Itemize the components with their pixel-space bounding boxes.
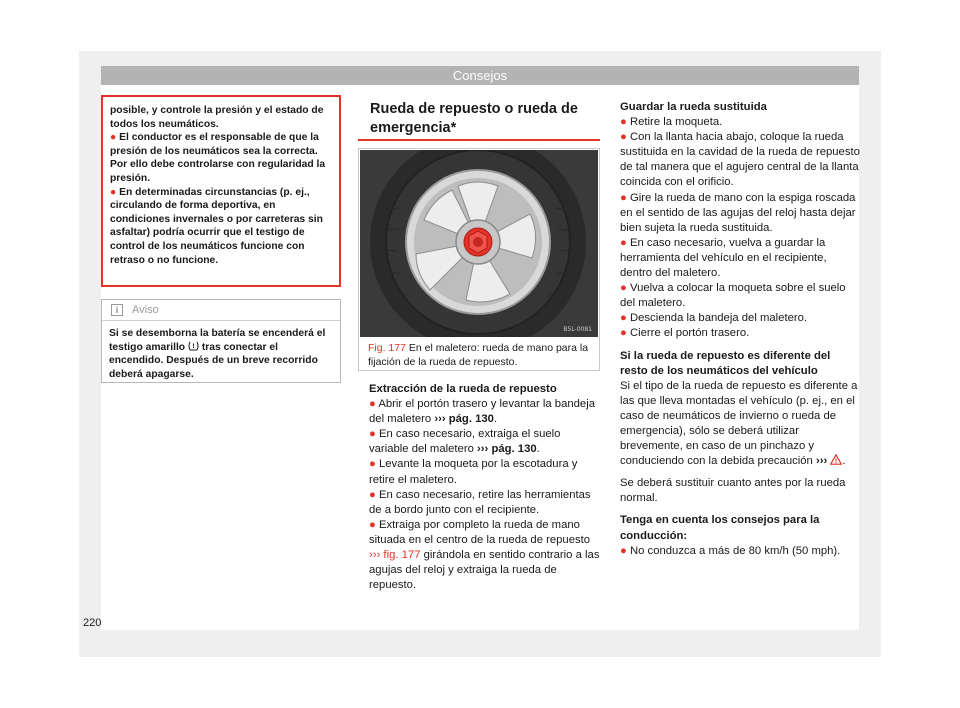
aviso-box [101, 299, 341, 383]
different-heading: Si la rueda de repuesto es diferente del resto de los neumáticos del vehículo [620, 349, 831, 377]
list-item-text: Retire la moqueta. [629, 116, 723, 129]
bullet-icon: ● [620, 544, 627, 557]
bullet-icon: ● [110, 186, 117, 198]
header-bar [101, 66, 859, 85]
aviso-text-after: tras conectar el encendido. Después de un breve recorrido deberá apagarse. [109, 341, 318, 380]
list-item-text: En caso necesario, vuelva a guardar la herramienta del vehículo en el recipiente, dentro del maletero. [620, 236, 827, 280]
bullet-icon: ● [620, 327, 627, 340]
list-item [620, 544, 860, 559]
warning-line [110, 104, 331, 131]
page-reference-link[interactable]: ››› pág. 130 [477, 443, 537, 456]
list-item [620, 115, 860, 130]
aviso-text-before: Si se desemborna la batería se encenderá el testigo amarillo [109, 328, 326, 353]
bullet-icon: ● [620, 282, 627, 295]
tire-pressure-warning-icon [188, 341, 199, 351]
list-item [620, 130, 860, 190]
spare-wheel-illustration [360, 150, 598, 337]
paragraph-text: Si el tipo de la rueda de repuesto es diferente a las que lleva montadas el vehículo (p. ej., en el caso de neumáticos de invierno o rueda de emergencia), sólo se deberá utilizar brevemente, en caso de un pinchazo y conduciendo con la debida precaución [620, 379, 858, 468]
bullet-icon: ● [620, 116, 627, 129]
list-item-text: Gire la rueda de mano con la espiga roscada en el sentido de las agujas del reloj hasta dejar bien sujeta la rueda sustituida. [620, 191, 856, 234]
bullet-icon: ● [620, 236, 627, 249]
list-item [620, 281, 860, 311]
extraction-heading: Extracción de la rueda de repuesto [369, 383, 557, 395]
paragraph: Se deberá sustituir cuanto antes por la rueda normal. [620, 477, 846, 505]
right-column [620, 100, 860, 559]
list-item-text: . [493, 413, 498, 426]
section-title: Rueda de repuesto o rueda de emergencia* [370, 101, 578, 136]
list-item-text: Vuelva a colocar la moqueta sobre el suelo del maletero. [620, 282, 846, 310]
list-item-text: No conduzca a más de 80 km/h (50 mph). [629, 544, 841, 557]
bullet-icon: ● [369, 428, 376, 441]
page-reference-link[interactable]: ››› pág. 130 [434, 413, 494, 426]
list-item-text: Extraiga por completo la rueda de mano situada en el centro de la rueda de repuesto [369, 518, 591, 546]
list-item [369, 427, 601, 457]
extraction-section [369, 382, 601, 593]
figure-caption [368, 342, 594, 369]
warning-text [110, 104, 331, 267]
svg-text:!: ! [834, 457, 838, 466]
warning-line [110, 186, 331, 268]
bullet-icon: ● [620, 312, 627, 325]
bullet-icon: ● [620, 191, 627, 204]
list-item [369, 488, 601, 518]
page-number: 220 [83, 617, 102, 629]
list-item [620, 311, 860, 326]
aviso-header [102, 300, 340, 321]
header-title: Consejos [452, 68, 508, 83]
bullet-icon: ● [110, 132, 117, 144]
figure-code: B5L-0081 [563, 326, 592, 333]
list-item [369, 457, 601, 487]
list-item-text: Cierre el portón trasero. [629, 327, 750, 340]
driving-tips-heading: Tenga en cuenta los consejos para la conducción: [620, 514, 820, 542]
warning-reference-link[interactable]: ››› [815, 455, 828, 468]
paragraph: Si el tipo de la rueda de repuesto es diferente a las que lleva montadas el vehículo (p. ej., en el caso de neumáticos de invierno o rueda de emergencia), sólo se deberá utilizar brevemente, en caso de un pinchazo y conduciendo con la debida precaución ››› ! . [620, 379, 858, 468]
bullet-icon: ● [369, 458, 376, 471]
list-item-text: Levante la moqueta por la escotadura y retire el maletero. [369, 458, 578, 486]
aviso-title: Aviso [132, 304, 159, 316]
figure-number: Fig. 177 [368, 342, 406, 354]
bullet-icon: ● [369, 398, 376, 411]
figure-caption-text: En el maletero: rueda de mano para la fijación de la rueda de repuesto. [368, 342, 589, 368]
warning-line-text: posible, y controle la presión y el estado de todos los neumáticos. [110, 105, 324, 130]
warning-line [110, 131, 331, 185]
list-item-text: Abrir el portón trasero y levantar la bandeja del maletero [369, 398, 595, 426]
warning-line-text: El conductor es el responsable de que la presión de los neumáticos sea la correcta. Por ello debe controlarse con regularidad la presión. [110, 132, 326, 184]
warning-line-text: En determinadas circunstancias (p. ej., circulando de forma deportiva, en condiciones invernales o por carreteras sin asfaltar) podría ocurrir que el testigo de control de los neumáticos funcione con retraso o no funcione. [110, 186, 323, 266]
list-item-text: Descienda la bandeja del maletero. [629, 312, 808, 325]
title-underline [358, 139, 600, 141]
bullet-icon: ● [369, 488, 376, 501]
list-item-text: girándola en sentido contrario a las agujas del reloj y extraiga la rueda de repuesto. [369, 549, 600, 592]
list-item [369, 397, 601, 427]
store-heading: Guardar la rueda sustituida [620, 101, 767, 113]
list-item-text: Con la llanta hacia abajo, coloque la rueda sustituida en la cavidad de la rueda de repuesto de tal manera que el agujero central de la llanta coincida con el orificio. [620, 131, 860, 189]
list-item [620, 326, 860, 341]
list-item-text: . [536, 443, 540, 456]
figure-reference-link[interactable]: ››› fig. 177 [369, 549, 421, 562]
svg-text:!: ! [192, 342, 195, 350]
bullet-icon: ● [369, 518, 376, 531]
warning-triangle-icon[interactable] [830, 454, 842, 465]
spare-wheel-svg [360, 150, 598, 337]
info-icon: i [111, 304, 123, 316]
aviso-body [102, 321, 340, 381]
list-item [620, 191, 860, 236]
list-item [369, 518, 601, 593]
list-item-text: En caso necesario, retire las herramientas de a bordo junto con el recipiente. [369, 488, 591, 516]
list-item [620, 236, 860, 281]
warning-box [101, 95, 341, 287]
figure-box [358, 148, 600, 371]
bullet-icon: ● [620, 131, 627, 144]
list-item-text: En caso necesario, extraiga el suelo variable del maletero [369, 428, 561, 456]
